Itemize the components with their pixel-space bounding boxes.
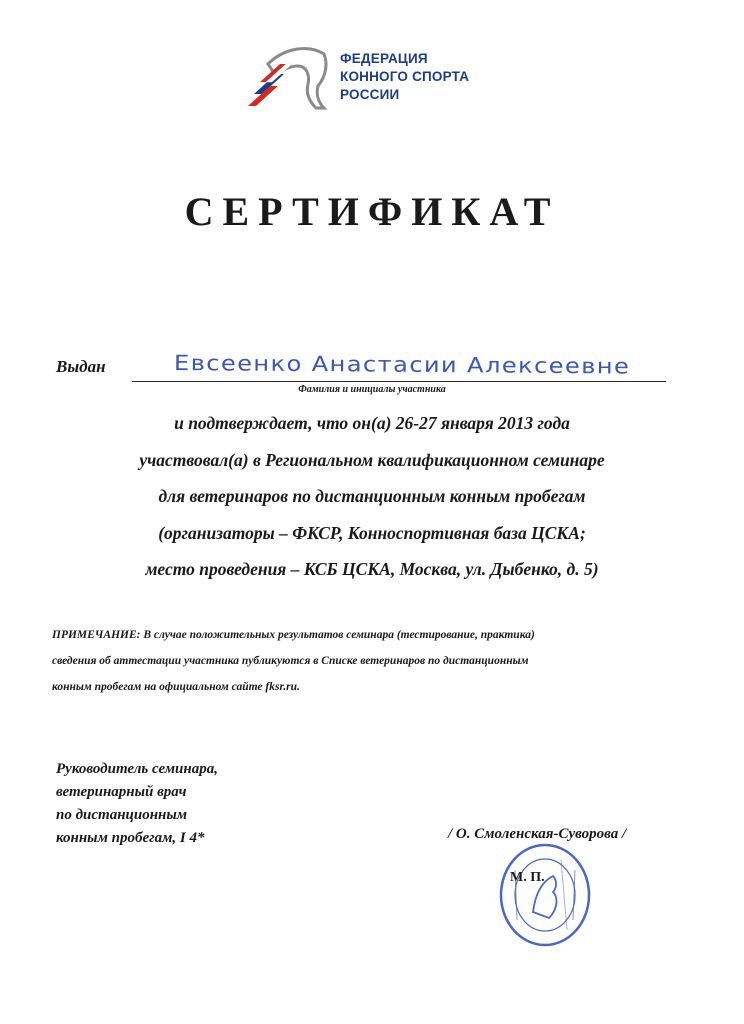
signer-name: / О. Смоленская-Суворова / (448, 826, 627, 842)
horse-head-icon (246, 42, 330, 110)
note-block (52, 622, 702, 700)
body-line-3: для ветеринаров по дистанционным конным пробегам (158, 486, 586, 506)
logo-line-3: РОССИИ (340, 87, 400, 102)
stamp-label: М. П. (510, 870, 545, 885)
seminar-leader-block (56, 758, 218, 850)
logo-line-1: ФЕДЕРАЦИЯ (340, 51, 428, 66)
note-line-1: ПРИМЕЧАНИЕ: В случае положительных результатов семинара (тестирование, практика) (52, 629, 535, 641)
name-underline (132, 381, 666, 382)
note-line-2: сведения об аттестации участника публикуются в Списке ветеринаров по дистанционным (52, 655, 529, 667)
leader-line-1: Руководитель семинара, (56, 761, 218, 777)
fksr-logo (246, 42, 486, 114)
body-line-1: и подтверждает, что он(а) 26-27 января 2013 года (174, 413, 570, 433)
body-line-2: участвовал(а) в Региональном квалификационном семинаре (139, 449, 605, 470)
stamp-seal (495, 840, 595, 950)
body-line-4: (организаторы – ФКСР, Конноспортивная база ЦСКА; (158, 522, 586, 543)
name-caption: Фамилия и инициалы участника (298, 384, 446, 395)
body-line-5: место проведения – КСБ ЦСКА, Москва, ул. Дыбенко, д. 5) (145, 559, 599, 579)
certificate-title: СЕРТИФИКАТ (184, 189, 560, 234)
issued-to-row (56, 351, 676, 387)
leader-line-3: по дистанционным (56, 807, 188, 823)
participant-name-handwritten: Евсеенко Анастасии Алексеевне (173, 351, 631, 379)
logo-text (340, 50, 469, 104)
issued-label: Выдан (56, 357, 106, 376)
leader-line-4: конным пробегам, I 4* (56, 830, 205, 846)
logo-line-2: КОННОГО СПОРТА (340, 69, 470, 84)
certificate-body (40, 405, 704, 588)
leader-line-2: ветеринарный врач (56, 784, 187, 800)
note-line-3: конным пробегам на официальном сайте fksr.ru. (52, 681, 300, 693)
